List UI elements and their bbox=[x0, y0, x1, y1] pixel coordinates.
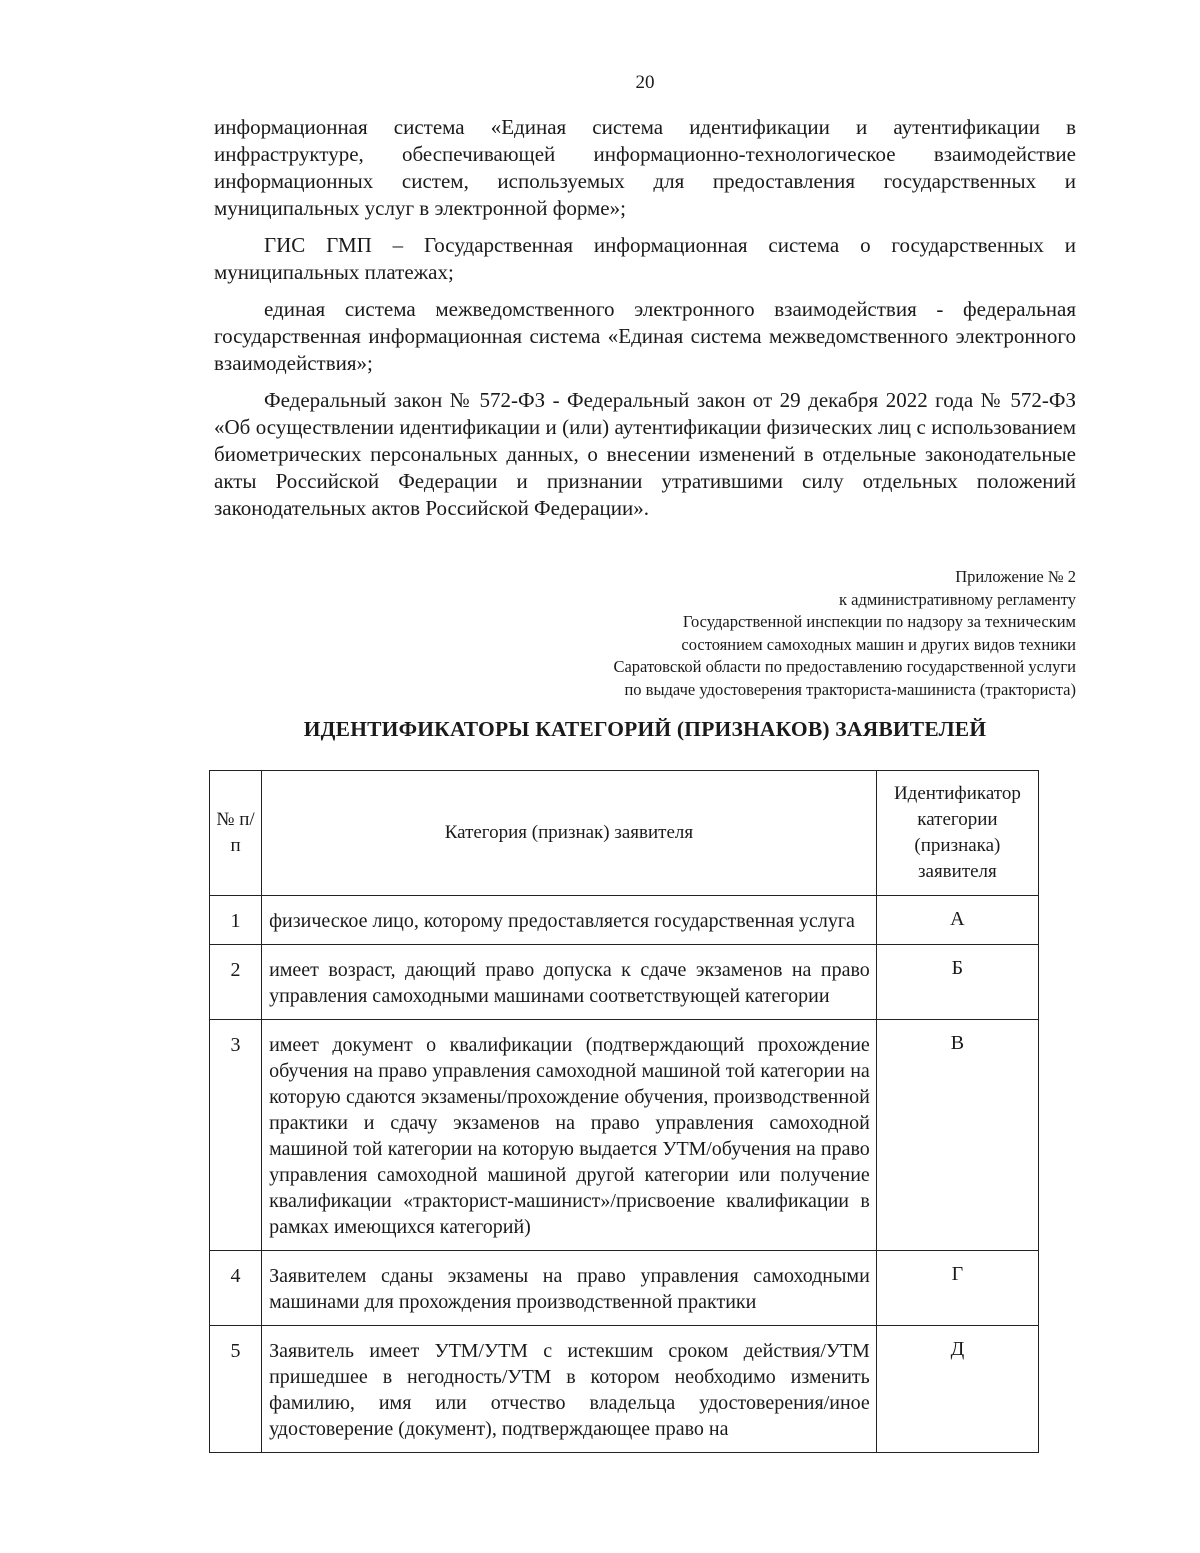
row-category: имеет документ о квалификации (подтверждающий прохождение обучения на право управления самоходной машиной той категории на которую сдаются экзамены/прохождение обучения, производственной практики и сдачу экзаменов на право управления самоходной машиной той категории на которую выдается УТМ/обучения на право управления самоходной машиной другой категории или получение квалификации «тракторист-машинист»/присвоение квалификации в рамках имеющихся категорий) bbox=[262, 1020, 877, 1251]
table-row bbox=[210, 1251, 1039, 1326]
body-text bbox=[214, 114, 1076, 532]
header-category: Категория (признак) заявителя bbox=[262, 771, 877, 896]
table-row bbox=[210, 1326, 1039, 1453]
row-identifier: Б bbox=[876, 945, 1038, 1020]
row-number: 3 bbox=[210, 1020, 262, 1251]
table-header-row bbox=[210, 771, 1039, 896]
page-number: 20 bbox=[635, 72, 655, 93]
table-row bbox=[210, 1020, 1039, 1251]
row-identifier: Д bbox=[876, 1326, 1038, 1453]
row-category: физическое лицо, которому предоставляется государственная услуга bbox=[262, 896, 877, 945]
header-number: № п/п bbox=[210, 771, 262, 896]
row-number: 2 bbox=[210, 945, 262, 1020]
paragraph-3: единая система межведомственного электронного взаимодействия - федеральная государственная информационная система «Единая система межведомственного электронного взаимодействия»; bbox=[214, 297, 1076, 375]
row-number: 4 bbox=[210, 1251, 262, 1326]
categories-table bbox=[209, 770, 1039, 1453]
appendix-line: Приложение № 2 bbox=[955, 567, 1076, 586]
row-number: 5 bbox=[210, 1326, 262, 1453]
appendix-note bbox=[516, 566, 1076, 701]
paragraph-1: информационная система «Единая система идентификации и аутентификации в инфраструктуре, обеспечивающей информационно-технологическое взаимодействие информационных систем, используемых для предоставления государственных и муниципальных услуг в электронной форме»; bbox=[214, 115, 1076, 220]
row-category: Заявителем сданы экзамены на право управления самоходными машинами для прохождения производственной практики bbox=[262, 1251, 877, 1326]
appendix-line: к административному регламенту bbox=[839, 589, 1076, 609]
paragraph-4: Федеральный закон № 572-ФЗ - Федеральный закон от 29 декабря 2022 года № 572-ФЗ «Об осуществлении идентификации и (или) аутентификации физических лиц с использованием биометрических персональных данных, о внесении изменений в отдельные законодательные акты Российской Федерации и признании утратившими силу отдельных положений законодательных актов Российской Федерации». bbox=[214, 388, 1076, 520]
appendix-line: по выдаче удостоверения тракториста-машиниста (тракториста) bbox=[624, 679, 1076, 699]
row-identifier: Г bbox=[876, 1251, 1038, 1326]
row-category: Заявитель имеет УТМ/УТМ с истекшим сроком действия/УТМ пришедшее в негодность/УТМ в котором необходимо изменить фамилию, имя или отчество владельца удостоверения/иное удостоверение (документ), подтверждающее право на bbox=[262, 1326, 877, 1453]
header-identifier: Идентификатор категории (признака) заявителя bbox=[876, 771, 1038, 896]
appendix-line: Государственной инспекции по надзору за техническим bbox=[682, 612, 1076, 631]
table-row bbox=[210, 945, 1039, 1020]
row-category: имеет возраст, дающий право допуска к сдаче экзаменов на право управления самоходными машинами соответствующей категории bbox=[262, 945, 877, 1020]
row-identifier: В bbox=[876, 1020, 1038, 1251]
paragraph-2: ГИС ГМП – Государственная информационная система о государственных и муниципальных платежах; bbox=[214, 233, 1076, 284]
row-number: 1 bbox=[210, 896, 262, 945]
document-title: ИДЕНТИФИКАТОРЫ КАТЕГОРИЙ (ПРИЗНАКОВ) ЗАЯВИТЕЛЕЙ bbox=[303, 717, 987, 741]
row-identifier: А bbox=[876, 896, 1038, 945]
appendix-line: Саратовской области по предоставлению государственной услуги bbox=[613, 657, 1076, 676]
appendix-line: состоянием самоходных машин и других видов техники bbox=[681, 634, 1076, 654]
table-row bbox=[210, 896, 1039, 945]
